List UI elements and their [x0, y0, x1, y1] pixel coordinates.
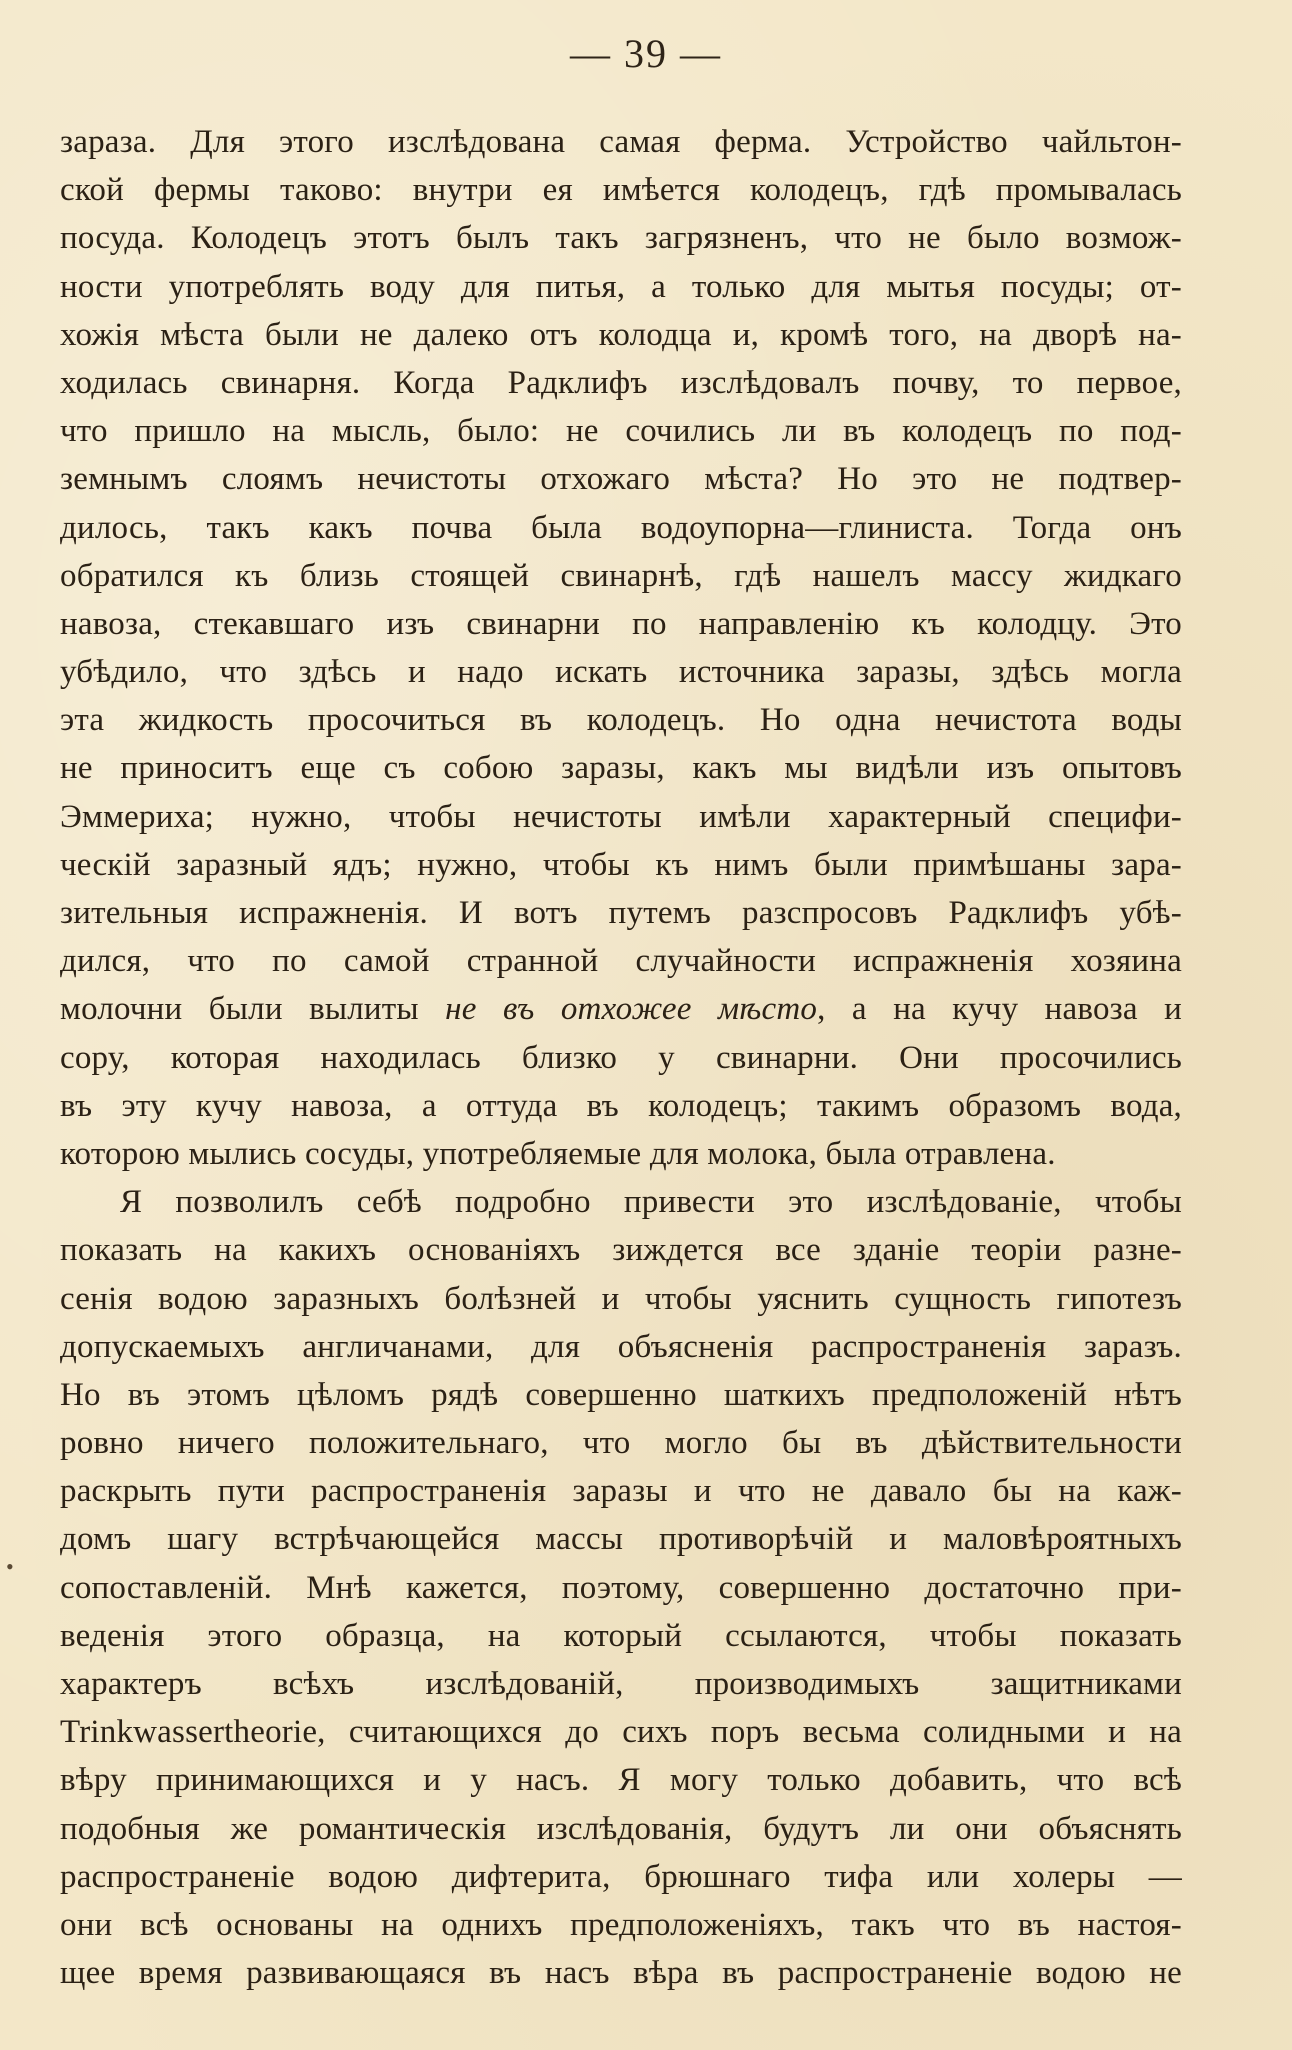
text-line-23: Я позволилъ себѣ подробно привести это изслѣдованіе, чтобы — [120, 1184, 1182, 1221]
text-line-7: что пришло на мысль, было: не сочились ли въ колодецъ по под- — [60, 413, 1182, 450]
text-line-3: посуда. Колодецъ этотъ былъ такъ загрязненъ, что не было возмож- — [60, 220, 1182, 257]
text-line-9: дилось, такъ какъ почва была водоупорна—глиниста. Тогда онъ — [60, 509, 1182, 546]
text-line-30: домъ шагу встрѣчающейся массы противорѣчій и маловѣроятныхъ — [60, 1521, 1182, 1558]
text-line-13: эта жидкость просочиться въ колодецъ. Но одна нечистота воды — [60, 702, 1182, 739]
text-line-20: сору, которая находилась близко у свинарни. Они просочились — [60, 1039, 1182, 1076]
text-line-19-after: , а на кучу навоза и — [817, 991, 1182, 1028]
text-line-27: Но въ этомъ цѣломъ рядѣ совершенно шаткихъ предположеній нѣтъ — [60, 1376, 1182, 1413]
text-line-15: Эммериха; нужно, чтобы нечистоты имѣли характерный специфи- — [60, 798, 1182, 835]
text-line-21: въ эту кучу навоза, а оттуда въ колодецъ; такимъ образомъ вода, — [60, 1087, 1182, 1124]
text-line-36: подобныя же романтическія изслѣдованія, будутъ ли они объяснять — [60, 1810, 1182, 1847]
text-line-39: щее время развивающаяся въ насъ вѣра въ распространеніе водою не — [60, 1955, 1182, 1992]
text-line-16: ческій заразный ядъ; нужно, чтобы къ нимъ были примѣшаны зара- — [60, 846, 1182, 883]
text-line-35: вѣру принимающихся и у насъ. Я могу только добавить, что всѣ — [60, 1762, 1182, 1799]
text-line-2: ской фермы таково: внутри ея имѣется колодецъ, гдѣ промывалась — [60, 172, 1182, 209]
text-line-8: земнымъ слоямъ нечистоты отхожаго мѣста? Но это не подтвер- — [60, 461, 1182, 498]
body-text — [60, 118, 1182, 1997]
text-line-31: сопоставленій. Мнѣ кажется, поэтому, совершенно достаточно при- — [60, 1569, 1182, 1606]
text-line-14: не приноситъ еще съ собою заразы, какъ мы видѣли изъ опытовъ — [60, 750, 1182, 787]
text-line-11: навоза, стекавшаго изъ свинарни по направленію къ колодцу. Это — [60, 605, 1182, 642]
text-line-32: веденія этого образца, на который ссылаются, чтобы показать — [60, 1617, 1182, 1654]
text-line-4: ности употреблять воду для питья, а только для мытья посуды; от- — [60, 268, 1182, 305]
text-line-6: ходилась свинарня. Когда Радклифъ изслѣдовалъ почву, то первое, — [60, 364, 1182, 401]
text-line-28: ровно ничего положительнаго, что могло бы въ дѣйствительности — [60, 1425, 1182, 1462]
text-line-38: они всѣ основаны на однихъ предположеніяхъ, такъ что въ настоя- — [60, 1906, 1182, 1943]
text-line-12: убѣдило, что здѣсь и надо искать источника заразы, здѣсь могла — [60, 654, 1182, 691]
page-number: — 39 — — [570, 31, 722, 76]
text-line-10: обратился къ близь стоящей свинарнѣ, гдѣ нашелъ массу жидкаго — [60, 557, 1182, 594]
text-line-22: которою мылись сосуды, употребляемые для молока, была отравлена. — [60, 1135, 1056, 1172]
text-line-29: раскрыть пути распространенія заразы и что не давало бы на каж- — [60, 1473, 1182, 1510]
text-line-25: сенія водою заразныхъ болѣзней и чтобы уяснить сущность гипотезъ — [60, 1280, 1182, 1317]
text-line-34: Trinkwassertheorie, считающихся до сихъ поръ весьма солидными и на — [60, 1714, 1182, 1751]
text-line-5: хожія мѣста были не далеко отъ колодца и, кромѣ того, на дворѣ на- — [60, 316, 1182, 353]
margin-mark: • — [6, 1554, 14, 1579]
italic-emphasis: не въ отхожее мѣсто — [445, 991, 818, 1028]
text-line-18: дился, что по самой странной случайности испражненія хозяина — [60, 943, 1182, 980]
text-line-19 — [60, 985, 1182, 1033]
text-line-24: показать на какихъ основаніяхъ зиждется все зданіе теоріи разне- — [60, 1232, 1182, 1269]
text-line-33: характеръ всѣхъ изслѣдованій, производимыхъ защитниками — [60, 1666, 1182, 1702]
text-line-17: зительныя испражненія. И вотъ путемъ разспросовъ Радклифъ убѣ- — [60, 895, 1182, 931]
text-line-37: распространеніе водою дифтерита, брюшнаго тифа или холеры — — [60, 1858, 1182, 1895]
text-line-26: допускаемыхъ англичанами, для объясненія распространенія заразъ. — [60, 1328, 1182, 1365]
text-line-19-before: молочни были вылиты — [60, 991, 446, 1028]
text-line-1: зараза. Для этого изслѣдована самая ферма. Устройство чайльтон- — [60, 124, 1182, 160]
